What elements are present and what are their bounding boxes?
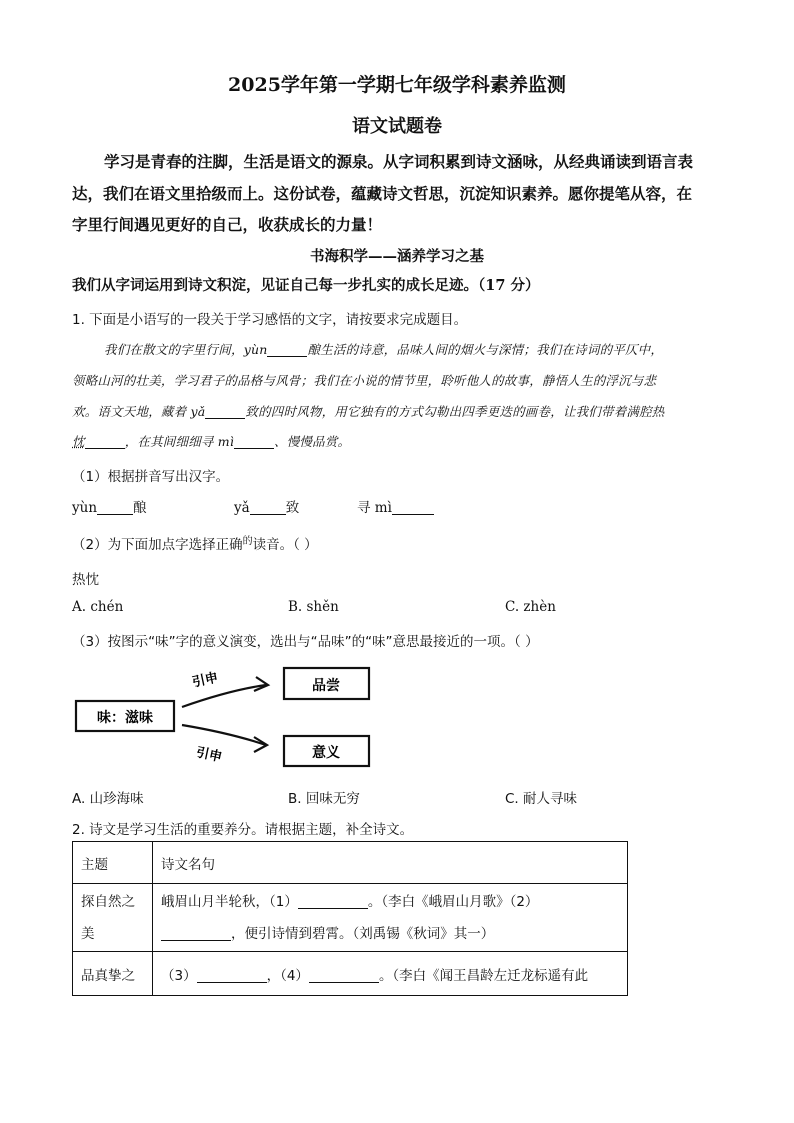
- answer-mi: [357, 496, 434, 516]
- passage-text: 我们在散文的字里行间，yùn: [104, 342, 268, 357]
- subquestion-1-label: （1）根据拼音写出汉字。: [72, 469, 230, 485]
- page-subtitle: 语文试题卷: [352, 116, 442, 137]
- answer-blank[interactable]: [97, 500, 133, 515]
- option-b[interactable]: B. shěn: [288, 599, 339, 615]
- label-text: 的: [242, 536, 253, 547]
- word-rechen: 热忱: [72, 572, 99, 588]
- source-box-label: 味：滋味: [97, 710, 153, 726]
- meaning-evolution-diagram: [70, 655, 390, 775]
- poem-text: 。（李白《峨眉山月歌》（2）: [367, 893, 539, 910]
- option-a[interactable]: A. 山珍海味: [72, 791, 144, 807]
- passage-blank-chen: [85, 434, 125, 449]
- passage-blank-yun: [267, 342, 307, 357]
- table-header-theme: 主题: [73, 842, 153, 884]
- answer-blank[interactable]: [309, 968, 379, 983]
- option-b[interactable]: B. 回味无穷: [288, 791, 360, 807]
- char-text: 致: [285, 500, 300, 516]
- passage-dotted-char: 忱: [72, 434, 85, 449]
- answer-yun: [72, 496, 147, 516]
- passage-text: 致的四时风物，用它独有的方式勾勒出四季更迭的画卷，让我们带着满腔热: [245, 404, 665, 419]
- passage-text: ，在其间细细寻 mì: [124, 434, 235, 449]
- option-c[interactable]: C. 耐人寻味: [505, 791, 578, 807]
- answer-blank[interactable]: [392, 500, 434, 515]
- table-cell-lines: [153, 884, 628, 952]
- answer-blank[interactable]: [197, 968, 267, 983]
- pinyin-text: yǎ: [234, 500, 250, 516]
- theme-text: 美: [81, 925, 95, 942]
- arrow-bottom-head: [254, 737, 267, 752]
- answer-blank[interactable]: [250, 500, 286, 515]
- table-row: [73, 952, 628, 996]
- pinyin-text: 寻 mì: [357, 500, 392, 516]
- option-c[interactable]: C. zhèn: [505, 599, 556, 615]
- table-row: [73, 884, 628, 952]
- passage-blank-mi: [234, 434, 274, 449]
- answer-blank[interactable]: [298, 894, 368, 909]
- passage-line-3: [72, 402, 665, 420]
- table-cell-theme: [73, 884, 153, 952]
- passage-line-2: 领略山河的壮美，学习君子的品格与风骨；我们在小说的情节里，聆听他人的故事，静悟人生的浮沉与悲: [72, 373, 657, 388]
- answer-ya: [234, 496, 299, 516]
- poem-text: 。（李白《闻王昌龄左迁龙标遥有此: [378, 967, 589, 984]
- theme-text: 探自然之: [81, 893, 135, 910]
- arrow-bottom: [182, 725, 266, 745]
- table-cell-theme: 品真挚之: [73, 952, 153, 996]
- section-description: 我们从字词运用到诗文积淀，见证自己每一步扎实的成长足迹。（17 分）: [72, 277, 540, 294]
- passage-text: 、慢慢品赏。: [274, 434, 351, 449]
- passage-blank-ya: [205, 404, 245, 419]
- page-title: 2025学年第一学期七年级学科素养监测: [228, 74, 566, 96]
- arrow-top-label: 引申: [190, 670, 220, 691]
- passage-text: 酿生活的诗意，品味人间的烟火与深情；我们在诗词的平仄中，: [307, 342, 664, 357]
- section-heading: 书海积学——涵养学习之基: [310, 248, 484, 265]
- table-cell-lines: [153, 952, 628, 996]
- poem-text: （3）: [161, 967, 197, 984]
- subquestion-2-label: [72, 532, 318, 553]
- answer-blank[interactable]: [161, 926, 231, 941]
- passage-line-1: [104, 340, 663, 358]
- table-header-lines: 诗文名句: [153, 842, 628, 884]
- poem-text: ，便引诗情到碧霄。（刘禹锡《秋词》其一）: [231, 925, 495, 942]
- poem-text: ，（4）: [266, 967, 309, 984]
- option-a[interactable]: A. chén: [72, 599, 124, 615]
- question-1-stem: 1. 下面是小语写的一段关于学习感悟的文字，请按要求完成题目。: [72, 312, 468, 328]
- intro-line-1: 学习是青春的注脚，生活是语文的源泉。从字词积累到诗文涵咏，从经典诵读到语言表: [104, 152, 694, 171]
- char-text: 酿: [133, 500, 147, 516]
- target-box-top-label: 品尝: [312, 678, 340, 694]
- intro-line-3: 字里行间遇见更好的自己，收获成长的力量！: [72, 215, 383, 234]
- label-text: 读音。（ ）: [252, 537, 318, 553]
- passage-line-4: [72, 432, 350, 450]
- intro-line-2: 达，我们在语文里拾级而上。这份试卷，蕴藏诗文哲思，沉淀知识素养。愿你提笔从容，在: [72, 184, 693, 203]
- arrow-bottom-label: 引申: [194, 745, 224, 766]
- question-2-stem: 2. 诗文是学习生活的重要养分。请根据主题，补全诗文。: [72, 822, 414, 838]
- table-header-row: [73, 842, 628, 884]
- poem-text: 峨眉山月半轮秋，（1）: [161, 893, 298, 910]
- subquestion-3-label: （3）按图示“味”字的意义演变，选出与“品味”的“味”意思最接近的一项。（ ）: [72, 634, 539, 650]
- pinyin-text: yùn: [72, 500, 98, 516]
- target-box-bottom-label: 意义: [312, 745, 340, 761]
- arrow-top-head: [254, 677, 268, 691]
- label-text: （2）为下面加点字选择正确: [72, 537, 243, 553]
- passage-text: 欢。语文天地，藏着 yǎ: [72, 404, 206, 419]
- poem-table: [72, 841, 628, 996]
